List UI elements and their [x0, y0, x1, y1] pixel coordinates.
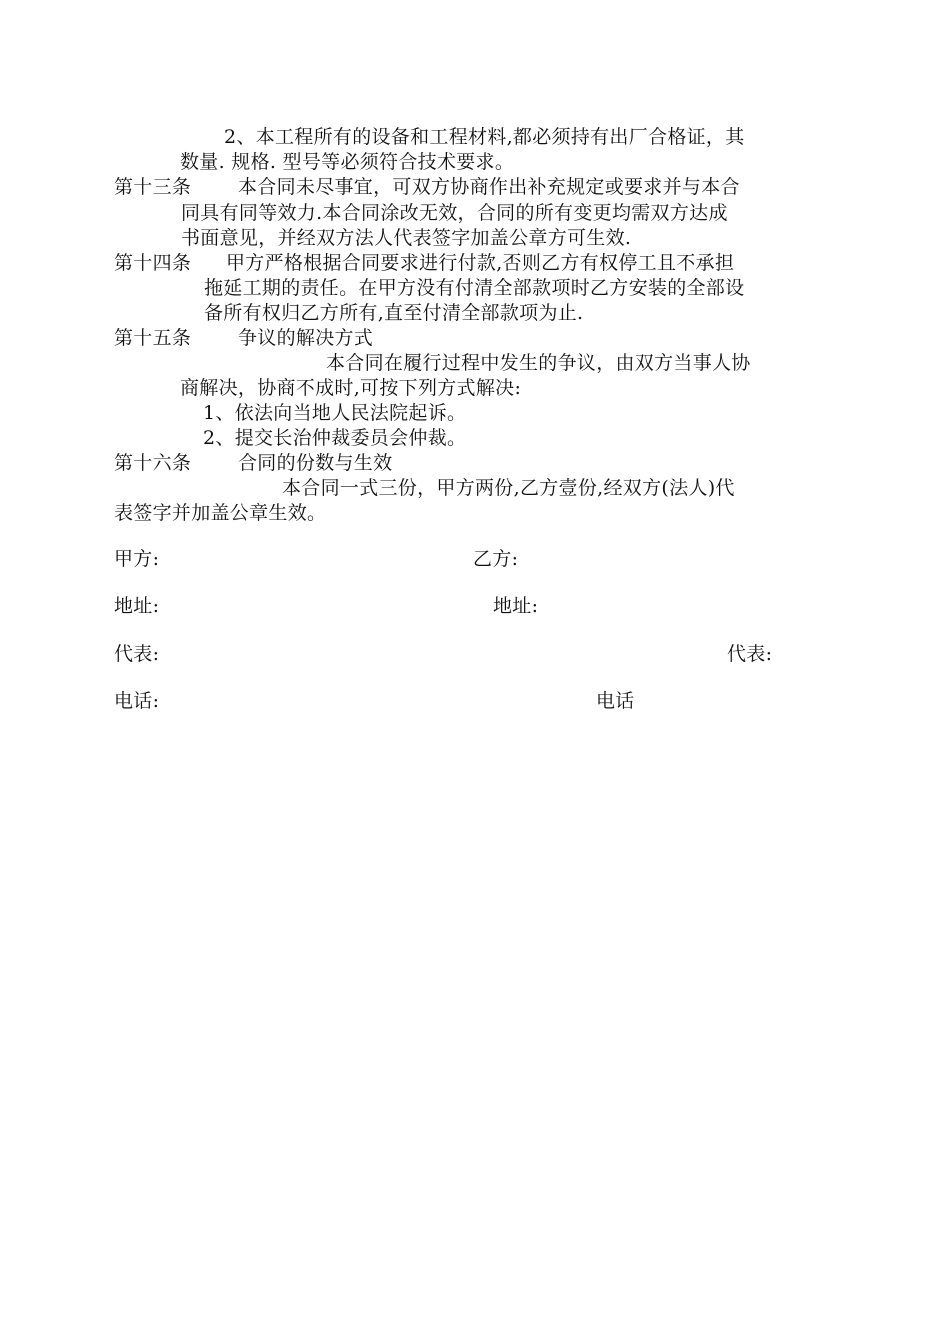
item2-line1: 2、本工程所有的设备和工程材料,都必须持有出厂合格证，其	[224, 126, 745, 148]
party-b-label: 乙方:	[473, 548, 519, 570]
article13-line3: 书面意见，并经双方法人代表签字加盖公章方可生效.	[181, 227, 632, 249]
rep-b-label: 代表:	[727, 643, 773, 665]
article15-option2: 2、提交长治仲裁委员会仲裁。	[203, 427, 467, 449]
article16-line1: 本合同一式三份，甲方两份,乙方壹份,经双方(法人)代	[282, 477, 735, 499]
article15-heading: 第十五条	[114, 327, 192, 349]
party-a-label: 甲方:	[114, 548, 160, 570]
article13-line1: 本合同未尽事宜，可双方协商作出补充规定或要求并与本合	[238, 176, 740, 198]
item2-line2: 数量. 规格. 型号等必须符合技术要求。	[180, 151, 515, 173]
article14-line2: 拖延工期的责任。在甲方没有付清全部款项时乙方安装的全部设	[204, 277, 745, 299]
phone-b-label: 电话	[596, 690, 635, 712]
article13-heading: 第十三条	[114, 176, 192, 198]
phone-a-label: 电话:	[114, 690, 160, 712]
article15-line1: 本合同在履行过程中发生的争议，由双方当事人协	[326, 352, 751, 374]
article15-title: 争议的解决方式	[238, 327, 374, 349]
article14-line1: 甲方严格根据合同要求进行付款,否则乙方有权停工且不承担	[226, 252, 735, 274]
article15-option1: 1、依法向当地人民法院起诉。	[203, 402, 467, 424]
article16-heading: 第十六条	[114, 452, 192, 474]
article13-line2: 同具有同等效力.本合同涂改无效，合同的所有变更均需双方达成	[181, 202, 728, 224]
article14-line3: 备所有权归乙方所有,直至付清全部款项为止.	[204, 302, 584, 324]
rep-a-label: 代表:	[114, 643, 160, 665]
article16-line2: 表签字并加盖公章生效。	[114, 502, 327, 524]
address-a-label: 地址:	[114, 595, 160, 617]
address-b-label: 地址:	[493, 595, 539, 617]
article15-line2: 商解决，协商不成时,可按下列方式解决:	[180, 377, 522, 399]
article16-title: 合同的份数与生效	[238, 452, 393, 474]
article14-heading: 第十四条	[114, 252, 192, 274]
